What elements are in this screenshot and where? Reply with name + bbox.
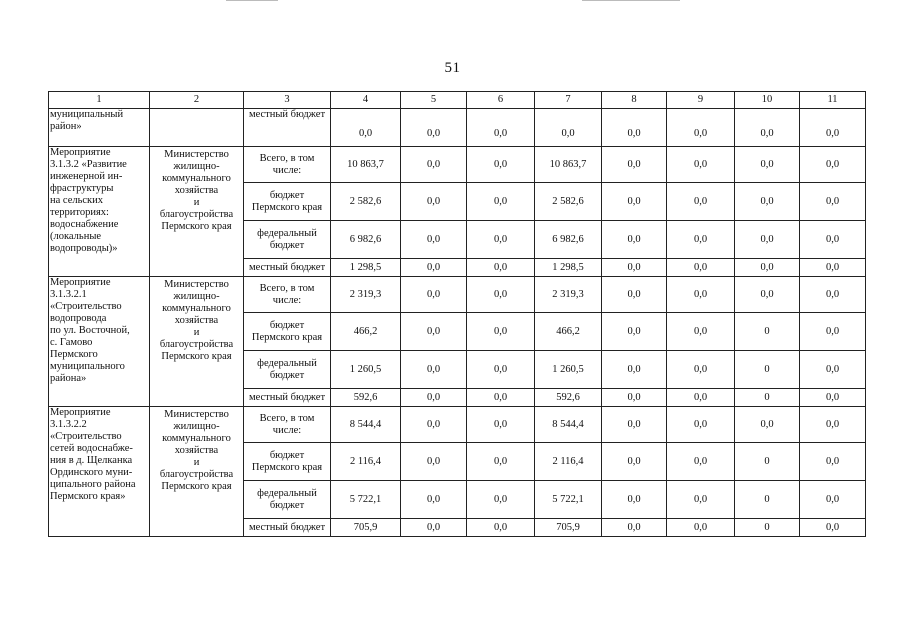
value-cell: 0,0 — [467, 481, 535, 519]
value-cell: 0,0 — [401, 519, 467, 537]
executor-cell: Министерство жилищно- коммунального хозяйства и благоустройства Пермского края — [150, 147, 244, 277]
table-row — [49, 277, 866, 313]
value-cell: 0,0 — [401, 147, 467, 183]
value-cell: 1 298,5 — [331, 259, 401, 277]
value-cell: 0,0 — [602, 277, 667, 313]
value-cell: 0,0 — [602, 351, 667, 389]
value-cell: 0,0 — [800, 277, 866, 313]
value-cell: 0,0 — [401, 351, 467, 389]
value-cell: 0,0 — [467, 351, 535, 389]
measure-name-cell: Мероприятие 3.1.3.2.1 «Строительство водопровода по ул. Восточной, с. Гамово Пермского муниципального района» — [49, 277, 150, 407]
value-cell: 0 — [735, 481, 800, 519]
value-cell: 2 319,3 — [331, 277, 401, 313]
header-cell-3: 3 — [244, 92, 331, 109]
value-cell: 2 116,4 — [331, 443, 401, 481]
value-cell: 0,0 — [667, 519, 735, 537]
value-cell: 592,6 — [535, 389, 602, 407]
value-cell: 592,6 — [331, 389, 401, 407]
value-cell: 0,0 — [331, 109, 401, 147]
funding-source-cell: федеральный бюджет — [244, 221, 331, 259]
header-cell-6: 6 — [467, 92, 535, 109]
header-cell-7: 7 — [535, 92, 602, 109]
value-cell: 1 260,5 — [331, 351, 401, 389]
value-cell: 5 722,1 — [331, 481, 401, 519]
value-cell: 0,0 — [602, 313, 667, 351]
value-cell: 0,0 — [735, 109, 800, 147]
value-cell: 0,0 — [401, 259, 467, 277]
value-cell: 0,0 — [401, 221, 467, 259]
value-cell: 0,0 — [667, 147, 735, 183]
value-cell: 2 116,4 — [535, 443, 602, 481]
value-cell: 0,0 — [602, 519, 667, 537]
funding-source-cell: местный бюджет — [244, 109, 331, 147]
measure-name-cell: Мероприятие 3.1.3.2 «Развитие инженерной ин- фраструктуры на сельских территориях: водоснабжение (локальные водопроводы)» — [49, 147, 150, 277]
value-cell: 0,0 — [401, 443, 467, 481]
funding-source-cell: бюджет Пермского края — [244, 443, 331, 481]
value-cell: 0,0 — [735, 147, 800, 183]
value-cell: 0,0 — [602, 481, 667, 519]
funding-source-cell: бюджет Пермского края — [244, 313, 331, 351]
value-cell: 0,0 — [467, 389, 535, 407]
header-cell-5: 5 — [401, 92, 467, 109]
value-cell: 0,0 — [735, 221, 800, 259]
funding-source-cell: бюджет Пермского края — [244, 183, 331, 221]
value-cell: 0 — [735, 389, 800, 407]
value-cell: 0,0 — [467, 147, 535, 183]
budget-table — [48, 91, 866, 537]
value-cell: 466,2 — [331, 313, 401, 351]
value-cell: 0,0 — [602, 259, 667, 277]
value-cell: 0,0 — [667, 221, 735, 259]
value-cell: 0,0 — [800, 147, 866, 183]
value-cell: 0,0 — [735, 259, 800, 277]
value-cell: 0,0 — [667, 109, 735, 147]
value-cell: 10 863,7 — [535, 147, 602, 183]
value-cell: 0,0 — [401, 481, 467, 519]
funding-source-cell: Всего, в том числе: — [244, 277, 331, 313]
header-cell-1: 1 — [49, 92, 150, 109]
header-row — [49, 92, 866, 109]
value-cell: 2 319,3 — [535, 277, 602, 313]
value-cell: 0,0 — [800, 259, 866, 277]
funding-source-cell: федеральный бюджет — [244, 481, 331, 519]
value-cell: 6 982,6 — [535, 221, 602, 259]
value-cell: 0,0 — [602, 443, 667, 481]
value-cell: 0 — [735, 351, 800, 389]
value-cell: 0,0 — [467, 109, 535, 147]
funding-source-cell: местный бюджет — [244, 259, 331, 277]
table-row — [49, 147, 866, 183]
funding-source-cell: Всего, в том числе: — [244, 147, 331, 183]
value-cell: 466,2 — [535, 313, 602, 351]
value-cell: 0,0 — [667, 389, 735, 407]
value-cell: 0,0 — [735, 183, 800, 221]
header-cell-2: 2 — [150, 92, 244, 109]
value-cell: 0,0 — [602, 221, 667, 259]
table-row — [49, 407, 866, 443]
value-cell: 0,0 — [667, 351, 735, 389]
executor-cell: Министерство жилищно- коммунального хозяйства и благоустройства Пермского края — [150, 277, 244, 407]
measure-name-cell: муниципальный район» — [49, 109, 150, 147]
value-cell: 0,0 — [667, 443, 735, 481]
value-cell: 0,0 — [467, 183, 535, 221]
value-cell: 0 — [735, 519, 800, 537]
value-cell: 0,0 — [735, 407, 800, 443]
value-cell: 0,0 — [467, 313, 535, 351]
page-number: 51 — [444, 60, 461, 76]
value-cell: 0,0 — [602, 389, 667, 407]
header-cell-8: 8 — [602, 92, 667, 109]
value-cell: 0,0 — [800, 481, 866, 519]
table-row — [49, 109, 866, 147]
value-cell: 0,0 — [467, 519, 535, 537]
funding-source-cell: Всего, в том числе: — [244, 407, 331, 443]
funding-source-cell: местный бюджет — [244, 519, 331, 537]
value-cell: 0,0 — [401, 313, 467, 351]
value-cell: 0,0 — [667, 313, 735, 351]
measure-name-cell: Мероприятие 3.1.3.2.2 «Строительство сетей водоснабже- ния в д. Щелканка Ординского муни- ципального района Пермского края» — [49, 407, 150, 537]
value-cell: 2 582,6 — [535, 183, 602, 221]
value-cell: 0,0 — [800, 109, 866, 147]
value-cell: 8 544,4 — [331, 407, 401, 443]
value-cell: 0,0 — [467, 277, 535, 313]
value-cell: 0,0 — [467, 407, 535, 443]
value-cell: 0,0 — [667, 407, 735, 443]
value-cell: 0,0 — [800, 221, 866, 259]
value-cell: 2 582,6 — [331, 183, 401, 221]
value-cell: 0,0 — [800, 183, 866, 221]
value-cell: 0,0 — [800, 519, 866, 537]
value-cell: 0,0 — [602, 147, 667, 183]
value-cell: 0,0 — [602, 109, 667, 147]
funding-source-cell: федеральный бюджет — [244, 351, 331, 389]
value-cell: 0,0 — [800, 351, 866, 389]
value-cell: 0,0 — [800, 389, 866, 407]
scan-edge-mark — [226, 0, 278, 1]
header-cell-11: 11 — [800, 92, 866, 109]
value-cell: 0,0 — [602, 183, 667, 221]
scan-edge-mark — [582, 0, 680, 1]
value-cell: 0,0 — [467, 221, 535, 259]
value-cell: 0,0 — [401, 183, 467, 221]
value-cell: 8 544,4 — [535, 407, 602, 443]
value-cell: 705,9 — [331, 519, 401, 537]
value-cell: 0,0 — [401, 407, 467, 443]
value-cell: 6 982,6 — [331, 221, 401, 259]
value-cell: 705,9 — [535, 519, 602, 537]
value-cell: 0,0 — [467, 443, 535, 481]
funding-source-cell: местный бюджет — [244, 389, 331, 407]
header-cell-4: 4 — [331, 92, 401, 109]
value-cell: 0,0 — [667, 277, 735, 313]
value-cell: 0,0 — [401, 109, 467, 147]
value-cell: 0,0 — [401, 389, 467, 407]
value-cell: 0 — [735, 443, 800, 481]
value-cell: 0,0 — [667, 481, 735, 519]
value-cell: 0,0 — [467, 259, 535, 277]
value-cell: 1 298,5 — [535, 259, 602, 277]
value-cell: 0 — [735, 313, 800, 351]
value-cell: 0,0 — [667, 183, 735, 221]
value-cell: 10 863,7 — [331, 147, 401, 183]
header-cell-10: 10 — [735, 92, 800, 109]
value-cell: 0,0 — [800, 313, 866, 351]
value-cell: 0,0 — [667, 259, 735, 277]
value-cell: 0,0 — [800, 407, 866, 443]
value-cell: 0,0 — [535, 109, 602, 147]
executor-cell: Министерство жилищно- коммунального хозяйства и благоустройства Пермского края — [150, 407, 244, 537]
value-cell: 0,0 — [735, 277, 800, 313]
value-cell: 1 260,5 — [535, 351, 602, 389]
executor-cell — [150, 109, 244, 147]
header-cell-9: 9 — [667, 92, 735, 109]
value-cell: 5 722,1 — [535, 481, 602, 519]
value-cell: 0,0 — [401, 277, 467, 313]
value-cell: 0,0 — [800, 443, 866, 481]
value-cell: 0,0 — [602, 407, 667, 443]
